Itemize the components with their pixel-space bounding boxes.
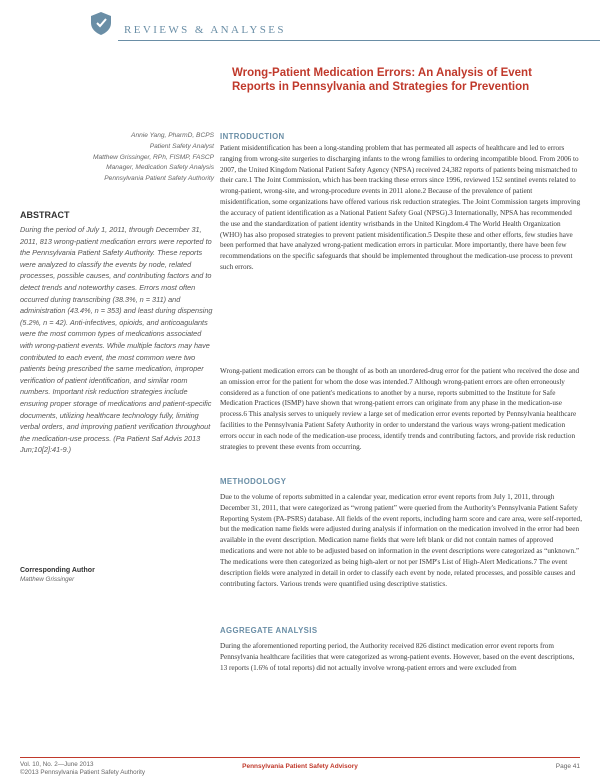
abstract-body: During the period of July 1, 2011, through December 31, 2011, 813 wrong-patient medication errors were reported to the Pennsylvania Patient Safety Authority. These reports were analyzed to classify the events by node, related processes, possible causes, and contributing factors and to detect trends and noteworthy cases. Errors most often occurred during transcribing (38.3%, n = 311) and administration (43.4%, n = 353) and least during dispensing (5.2%, n = 42). Anti-infectives, opioids, and anticoagulants were the most common types of medications associated with wrong-patient events. While multiple factors may have contributed to each event, the most common were two patients being prescribed the same medication, improper verification of patient identification, and similar room numbers. Important risk reduction strategies include ensuring proper storage of medications and patient-specific documents, utilizing healthcare technology fully, limiting verbal orders, and improving patient verification throughout the medication-use process. (Pa Patient Saf Advis 2013 Jun;10[2]:41-9.) — [20, 225, 213, 455]
author-line: Manager, Medication Safety Analysis — [106, 164, 214, 172]
footer-publication: Pennsylvania Patient Safety Advisory — [242, 763, 358, 770]
page-number: Page 41 — [555, 763, 580, 770]
author-line: Pennsylvania Patient Safety Authority — [104, 175, 214, 183]
methodology-paragraph: Due to the volume of reports submitted in a calendar year, medication error event reports from July 1, 2011, through December 31, 2011, that were categorized as “wrong patient” were queried from the Authority's Pennsylvania Patient Safety Reporting System (PA-PSRS) database. All fields of the event reports, including harm score and care area, were self-reported, but the medication name fields were adjusted during analysis if information on the medication involved in the error had been available in the event description. Medication name fields that were left blank or did not contain names of approved medications and were not able to be adjusted based on information in the event descriptions were categorized as “unknown.” The medications were then categorized as being high-alert or not per ISMP's List of High-Alert Medications.7 The event description fields were analyzed in detail in order to classify each event by node, related processes, and possible causes and contributing factors. Various trends were quantified using descriptive statistics. — [220, 493, 582, 588]
author-line: Matthew Grissinger, RPh, FISMP, FASCP — [92, 153, 214, 161]
footer-divider — [20, 757, 580, 758]
methodology-heading: METHODOLOGY — [220, 477, 287, 486]
section-label: REVIEWS & ANALYSES — [124, 24, 286, 36]
footer-issue: Vol. 10, No. 2—June 2013 — [20, 761, 94, 768]
article-title: Wrong-Patient Medication Errors: An Analysis of Event Reports in Pennsylvania and Strategies for Prevention — [232, 67, 532, 93]
author-block — [20, 131, 214, 185]
introduction-paragraph: Patient misidentification has been a long-standing problem that has permeated all aspects of healthcare and led to errors ranging from wrong-site surgeries to discharging infants to the wrong families to ordering incompatible blood. From 2006 to 2007, the United Kingdom National Patient Safety Agency (NPSA) received 24,382 reports of patients being mismatched to their care.1 The Joint Commission, which has been tracking these errors since 1996, reviewed 152 sentinel events related to wrong-patient, wrong-site, and wrong-procedure events in 2011 alone.2 Because of the prevalence of patient misidentification, some organizations have offered various risk reduction strategies. The Joint Commission targets improving the accuracy of patient identification as a National Patient Safety Goal (NPSG).3 Internationally, NPSA has recommended the use and the standardization of patient identity wristbands in the United Kingdom.4 The World Health Organization (WHO) has also proposed strategies to prevent patient misidentification.5 Despite these and other efforts, few studies have been performed that have analyzed wrong-patient medication errors in particular. More importantly, there have been few recommendations on the specific safeguards that should be implemented throughout the medication-use process to prevent such errors. — [220, 144, 581, 271]
introduction-paragraph: Wrong-patient medication errors can be thought of as both an unordered-drug error for the patient who received the dose and an omission error for the patient for whom the dose was intended.7 Although wrong-patient errors are often erroneously considered as a function of one patient's medications to another by a nurse, reports submitted to the Institute for Safe Medication Practices (ISMP) have shown that wrong-patient errors can originate from any phase in the medication-use process.6 This analysis serves to uniquely review a large set of medication error events reported by Pennsylvania healthcare facilities to the Pennsylvania Patient Safety Authority in order to understand the various ways wrong-patient medication errors occur in each node of the medication-use process, identify trends and contributing factors, and provide risk reduction strategies to prevent these events from occurring. — [220, 367, 580, 451]
aggregate-analysis-paragraph: During the aforementioned reporting period, the Authority received 826 distinct medication error event reports from Pennsylvania healthcare facilities that were categorized as wrong-patient events. However, based on the event descriptions, 13 reports (1.6% of total reports) did not actually involve wrong-patient errors and were excluded from — [220, 642, 575, 672]
corresponding-author-heading: Corresponding Author — [20, 567, 95, 574]
page-header — [0, 0, 600, 44]
psa-shield-logo-icon — [88, 10, 114, 36]
header-divider — [118, 40, 600, 41]
footer-copyright: ©2013 Pennsylvania Patient Safety Authority — [20, 769, 146, 776]
introduction-heading: INTRODUCTION — [220, 132, 285, 141]
abstract-heading: ABSTRACT — [20, 210, 70, 220]
author-line: Annie Yang, PharmD, BCPS — [131, 132, 214, 139]
author-line: Patient Safety Analyst — [149, 142, 214, 150]
aggregate-analysis-heading: AGGREGATE ANALYSIS — [220, 626, 318, 635]
corresponding-author-name: Matthew Grissinger — [20, 576, 75, 583]
